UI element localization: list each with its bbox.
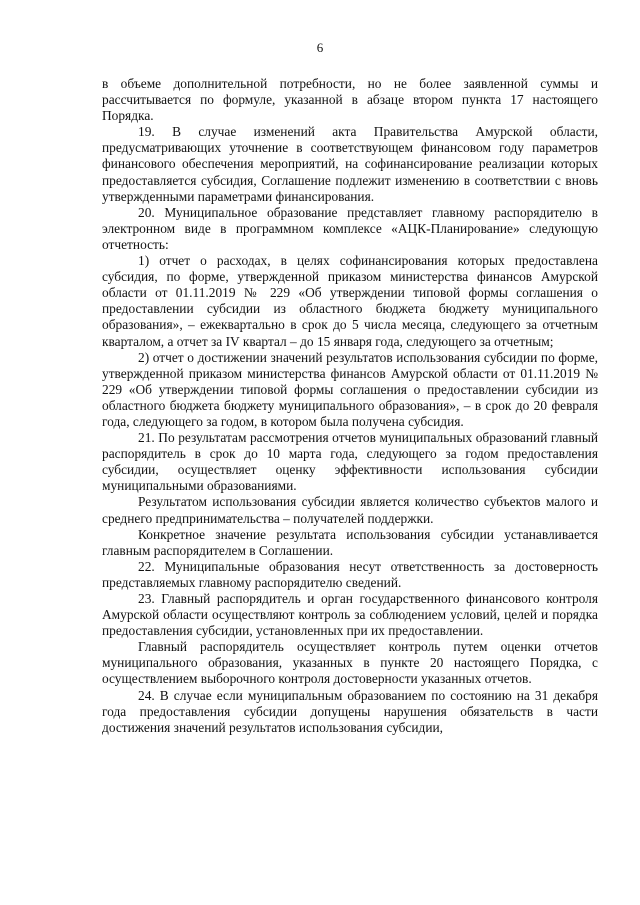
page-number: 6	[316, 40, 324, 55]
paragraph-item-20: 20. Муниципальное образование представляет главному распорядителю в электронном виде в программном комплексе «АЦК-Планирование» следующую отчетность:	[102, 204, 598, 252]
paragraph-continuation: в объеме дополнительной потребности, но не более заявленной суммы и рассчитывается по формуле, указанной в абзаце втором пункта 17 настоящего Порядка.	[102, 76, 598, 124]
paragraph-item-23: 23. Главный распорядитель и орган государственного финансового контроля Амурской области осуществляют контроль за соблюдением условий, целей и порядка предоставления субсидии, установленных при их предоставлении.	[102, 591, 598, 639]
paragraph-item-20-2: 2) отчет о достижении значений результатов использования субсидии по форме, утвержденной приказом министерства финансов Амурской области от 01.11.2019 № 229 «Об утверждении типовой формы соглашения о предоставлении субсидии из областного бюджета бюджету муниципального образования», – в срок до 20 февраля года, следующего за годом, в котором была получена субсидия.	[102, 349, 598, 429]
paragraph-item-21-result: Результатом использования субсидии является количество субъектов малого и среднего предпринимательства – получателей поддержки.	[102, 494, 598, 526]
paragraph-item-23-control: Главный распорядитель осуществляет контроль путем оценки отчетов муниципального образования, указанных в пункте 20 настоящего Порядка, с осуществлением выборочного контроля достоверности указанных отчетов.	[102, 639, 598, 687]
paragraph-item-24: 24. В случае если муниципальным образованием по состоянию на 31 декабря года предоставления субсидии допущены нарушения обязательств в части достижения значений результатов использования субсидии,	[102, 687, 598, 735]
paragraph-item-22: 22. Муниципальные образования несут ответственность за достоверность представляемых главному распорядителю сведений.	[102, 558, 598, 590]
body-text	[102, 76, 598, 736]
paragraph-item-19: 19. В случае изменений акта Правительства Амурской области, предусматривающих уточнение в соответствующем финансовом году параметров финансового обеспечения мероприятий, на софинансирование реализации которых предоставляется субсидия, Соглашение подлежит изменению в соответствии с вновь утвержденными параметрами финансирования.	[102, 124, 598, 204]
paragraph-item-21: 21. По результатам рассмотрения отчетов муниципальных образований главный распорядитель в срок до 10 марта года, следующего за годом предоставления субсидии, осуществляет оценку эффективности использования субсидии муниципальными образованиями.	[102, 430, 598, 494]
paragraph-item-20-1: 1) отчет о расходах, в целях софинансирования которых предоставлена субсидия, по форме, утвержденной приказом министерства финансов Амурской области от 01.11.2019 № 229 «Об утверждении типовой формы соглашения о предоставлении субсидии из областного бюджета бюджету муниципального образования», – ежеквартально в срок до 5 числа месяца, следующего за отчетным кварталом, а отчет за IV квартал – до 15 января года, следующего за отчетным;	[102, 253, 598, 349]
paragraph-item-21-value: Конкретное значение результата использования субсидии устанавливается главным распорядителем в Соглашении.	[102, 526, 598, 558]
